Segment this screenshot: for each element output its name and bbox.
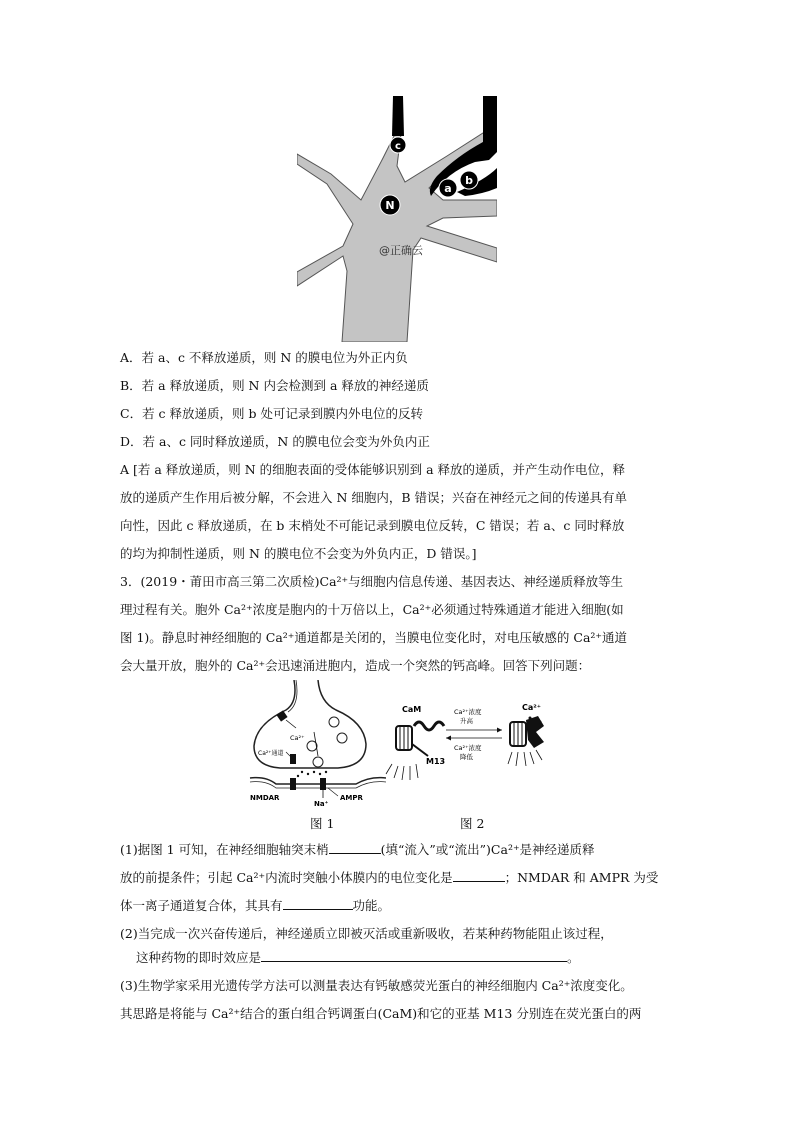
q3-line-1: 3．(2019・莆田市高三第二次质检)Ca²⁺与细胞内信息传递、基因表达、神经递质释放等生 — [120, 574, 624, 589]
sub2-line-1: (2)当完成一次兴奋传递后，神经递质立即被灭活或重新吸收，若某种药物能阻止该过程， — [120, 926, 613, 941]
neuron-figure — [297, 96, 497, 342]
sub2-text-2a: 这种药物的即时效应是 — [136, 950, 262, 965]
fig2-down-label-1: Ca²⁺浓度 — [454, 744, 482, 752]
axon-c — [392, 96, 404, 136]
sub1-text-3a: 体一离子通道复合体，其具有 — [120, 898, 283, 913]
fig2-down-label-2: 降低 — [460, 753, 473, 761]
figure-1-caption: 图 1 — [310, 816, 335, 831]
sub2-line-2 — [136, 948, 580, 968]
fig2-ca-label: Ca²⁺ — [522, 703, 541, 712]
answer-line-3: 向性，因此 c 释放递质，在 b 末梢处不可能记录到膜电位反转，C 错误；若 a、c 同时释放 — [120, 518, 625, 533]
blank-3[interactable] — [283, 897, 353, 910]
sub1-text-2b: ；NMDAR 和 AMPR 为受 — [504, 870, 659, 885]
fig2-cam-label: CaM — [402, 705, 422, 714]
figure-1-synapse — [246, 680, 386, 806]
vesicle — [329, 717, 339, 727]
figure-2-cam — [384, 700, 554, 806]
sub1-line-3 — [120, 896, 390, 916]
q3-line-2: 理过程有关。胞外 Ca²⁺浓度是胞内的十万倍以上，Ca²⁺必须通过特殊通道才能进入细胞(如 — [120, 602, 624, 617]
ca-channel-lower — [290, 754, 296, 764]
fig1-channel-label: Ca²⁺通道 — [258, 750, 284, 757]
sub1-text-3b: 功能。 — [352, 898, 391, 913]
sub1-text-1b: (填“流入”或“流出”)Ca²⁺是神经递质释 — [380, 842, 595, 857]
ca-channel-upper — [276, 710, 287, 721]
blank-2[interactable] — [453, 869, 505, 882]
fig2-m13-label: M13 — [426, 757, 446, 766]
fig1-ampr-label: AMPR — [340, 794, 363, 802]
fig1-na-label: Na⁺ — [314, 800, 329, 806]
option-d: D．若 a、c 同时释放递质，N 的膜电位会变为外负内正 — [120, 434, 430, 449]
q3-line-4: 会大量开放，胞外的 Ca²⁺会迅速涌进胞内，造成一个突然的钙高峰。回答下列问题： — [120, 658, 591, 673]
cam-squiggle — [414, 722, 444, 730]
m13-strand — [412, 744, 428, 756]
sub2-text-2b: 。 — [567, 950, 580, 965]
label-a: a — [444, 182, 452, 195]
label-b: b — [465, 174, 473, 187]
fig2-up-label-2: 升高 — [460, 717, 473, 725]
option-a: A．若 a、c 不释放递质，则 N 的膜电位为外正内负 — [120, 350, 408, 365]
fig1-nmdar-label: NMDAR — [250, 794, 280, 802]
sub1-text-2a: 放的前提条件；引起 Ca²⁺内流时突触小体膜内的电位变化是 — [120, 870, 453, 885]
label-N: N — [385, 199, 395, 212]
nmdar-receptor — [290, 778, 296, 790]
sub1-line-1 — [120, 840, 595, 860]
label-c: c — [395, 141, 401, 152]
fig2-up-label-1: Ca²⁺浓度 — [454, 708, 482, 716]
sub1-text-1a: (1)据图 1 可知，在神经细胞轴突末梢 — [120, 842, 329, 857]
sub3-line-1: (3)生物学家采用光遗传学方法可以测量表达有钙敏感荧光蛋白的神经细胞内 Ca²⁺浓度变化。 — [120, 978, 633, 993]
answer-line-1: A [若 a 释放递质，则 N 的细胞表面的受体能够识别到 a 释放的递质，并产生动作电位，释 — [120, 462, 626, 477]
cam-bound-complex — [526, 716, 544, 748]
sub1-line-2 — [120, 868, 658, 888]
sub3-line-2: 其思路是将能与 Ca²⁺结合的蛋白组合钙调蛋白(CaM)和它的亚基 M13 分别连在荧光蛋白的两 — [120, 1006, 642, 1021]
vesicle — [337, 733, 347, 743]
blank-4[interactable] — [261, 949, 567, 962]
blank-1[interactable] — [329, 841, 381, 854]
vesicle — [313, 757, 323, 767]
option-c: C．若 c 释放递质，则 b 处可记录到膜内外电位的反转 — [120, 406, 423, 421]
answer-line-2: 放的递质产生作用后被分解，不会进入 N 细胞内，B 错误；兴奋在神经元之间的传递具有单 — [120, 490, 628, 505]
answer-line-4: 的均为抑制性递质，则 N 的膜电位不会变为外负内正，D 错误。] — [120, 546, 477, 561]
watermark: @正确云 — [379, 244, 423, 257]
figure-2-caption: 图 2 — [460, 816, 485, 831]
option-b: B．若 a 释放递质，则 N 内会检测到 a 释放的神经递质 — [120, 378, 429, 393]
ampr-receptor — [320, 778, 326, 790]
postsynaptic-membrane — [250, 778, 386, 784]
q3-line-3: 图 1)。静息时神经细胞的 Ca²⁺通道都是关闭的，当膜电位变化时，对电压敏感的 Ca²⁺通道 — [120, 630, 628, 645]
fig1-ca-label: Ca²⁺ — [290, 734, 305, 742]
